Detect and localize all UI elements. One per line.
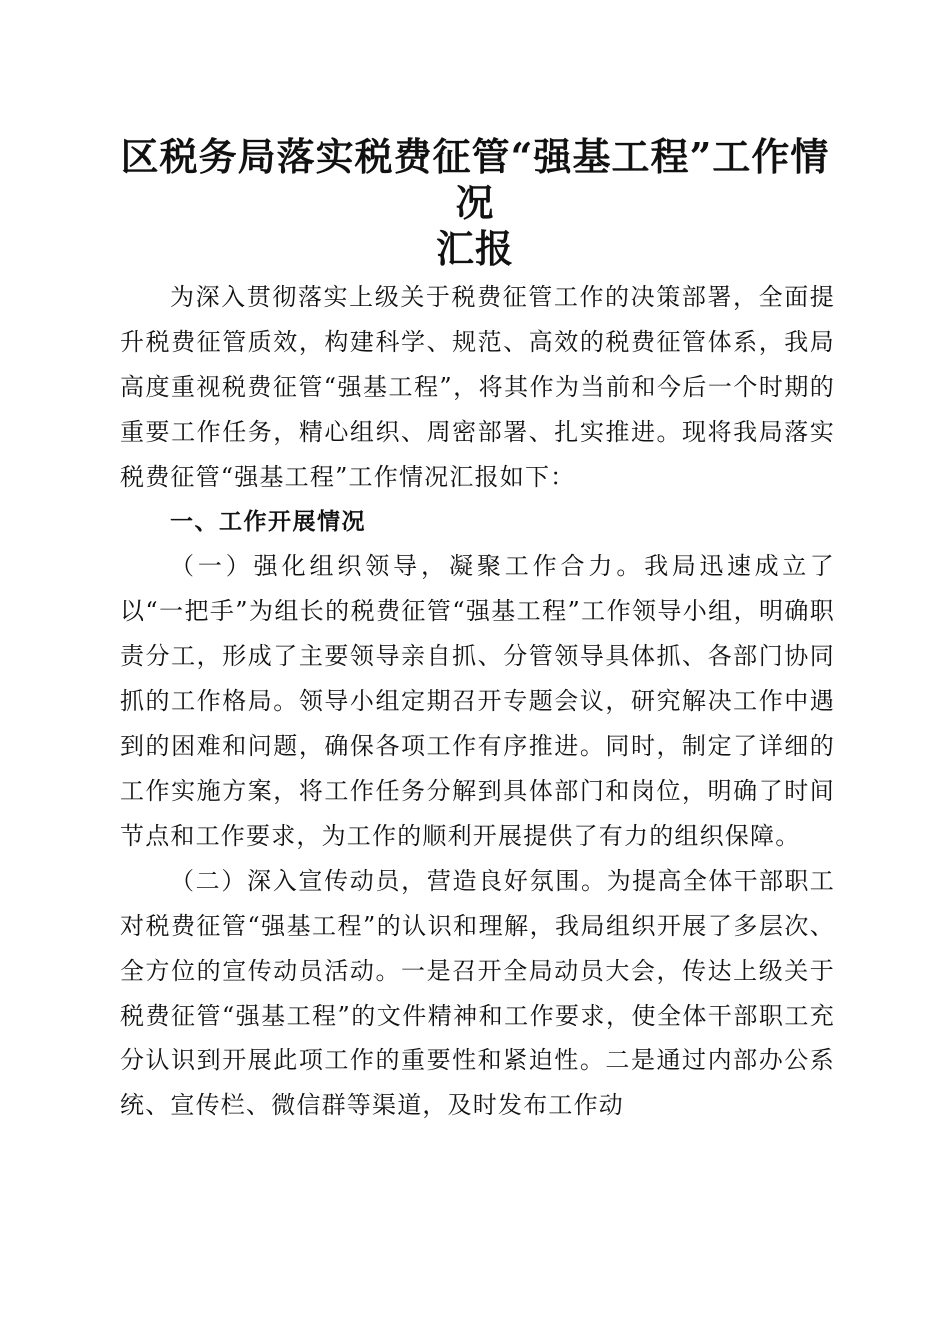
title-line-2: 汇报 [435,226,514,271]
intro-paragraph: 为深入贯彻落实上级关于税费征管工作的决策部署，全面提升税费征管质效，构建科学、规范、高效的税费征管体系，我局高度重视税费征管“强基工程”，将其作为当前和今后一个时期的重要工作任务，精心组织、周密部署、扎实推进。现将我局落实税费征管“强基工程”工作情况汇报如下： [120,283,835,491]
item-1-lead: （一）强化组织领导，凝聚工作合力。 [170,552,645,581]
item-1-text: 我局迅速成立了以“一把手”为组长的税费征管“强基工程”工作领导小组，明确职责分工，形成了主要领导亲自抓、分管领导具体抓、各部门协同抓的工作格局。领导小组定期召开专题会议，研究解决工作中遇到的困难和问题，确保各项工作有序推进。同时，制定了详细的工作实施方案，将工作任务分解到具体部门和岗位，明确了时间节点和工作要求，为工作的顺利开展提供了有力的组织保障。 [120,552,836,850]
document-title [110,134,840,272]
item-paragraph-1 [120,544,835,858]
item-2-text: 为提高全体干部职工对税费征管“强基工程”的认识和理解，我局组织开展了多层次、全方位的宣传动员活动。一是召开全局动员大会，传达上级关于税费征管“强基工程”的文件精神和工作要求，使全体干部职工充分认识到开展此项工作的重要性和紧迫性。二是通过内部办公系统、宣传栏、微信群等渠道，及时发布工作动 [120,866,835,1120]
document-body [120,275,835,1128]
section-heading: 一、工作开展情况 [170,508,366,535]
item-2-lead: （二）深入宣传动员，营造良好氛围。 [170,866,607,895]
title-line-1: 区税务局落实税费征管“强基工程”工作情况 [120,134,830,225]
item-paragraph-2 [120,859,835,1128]
